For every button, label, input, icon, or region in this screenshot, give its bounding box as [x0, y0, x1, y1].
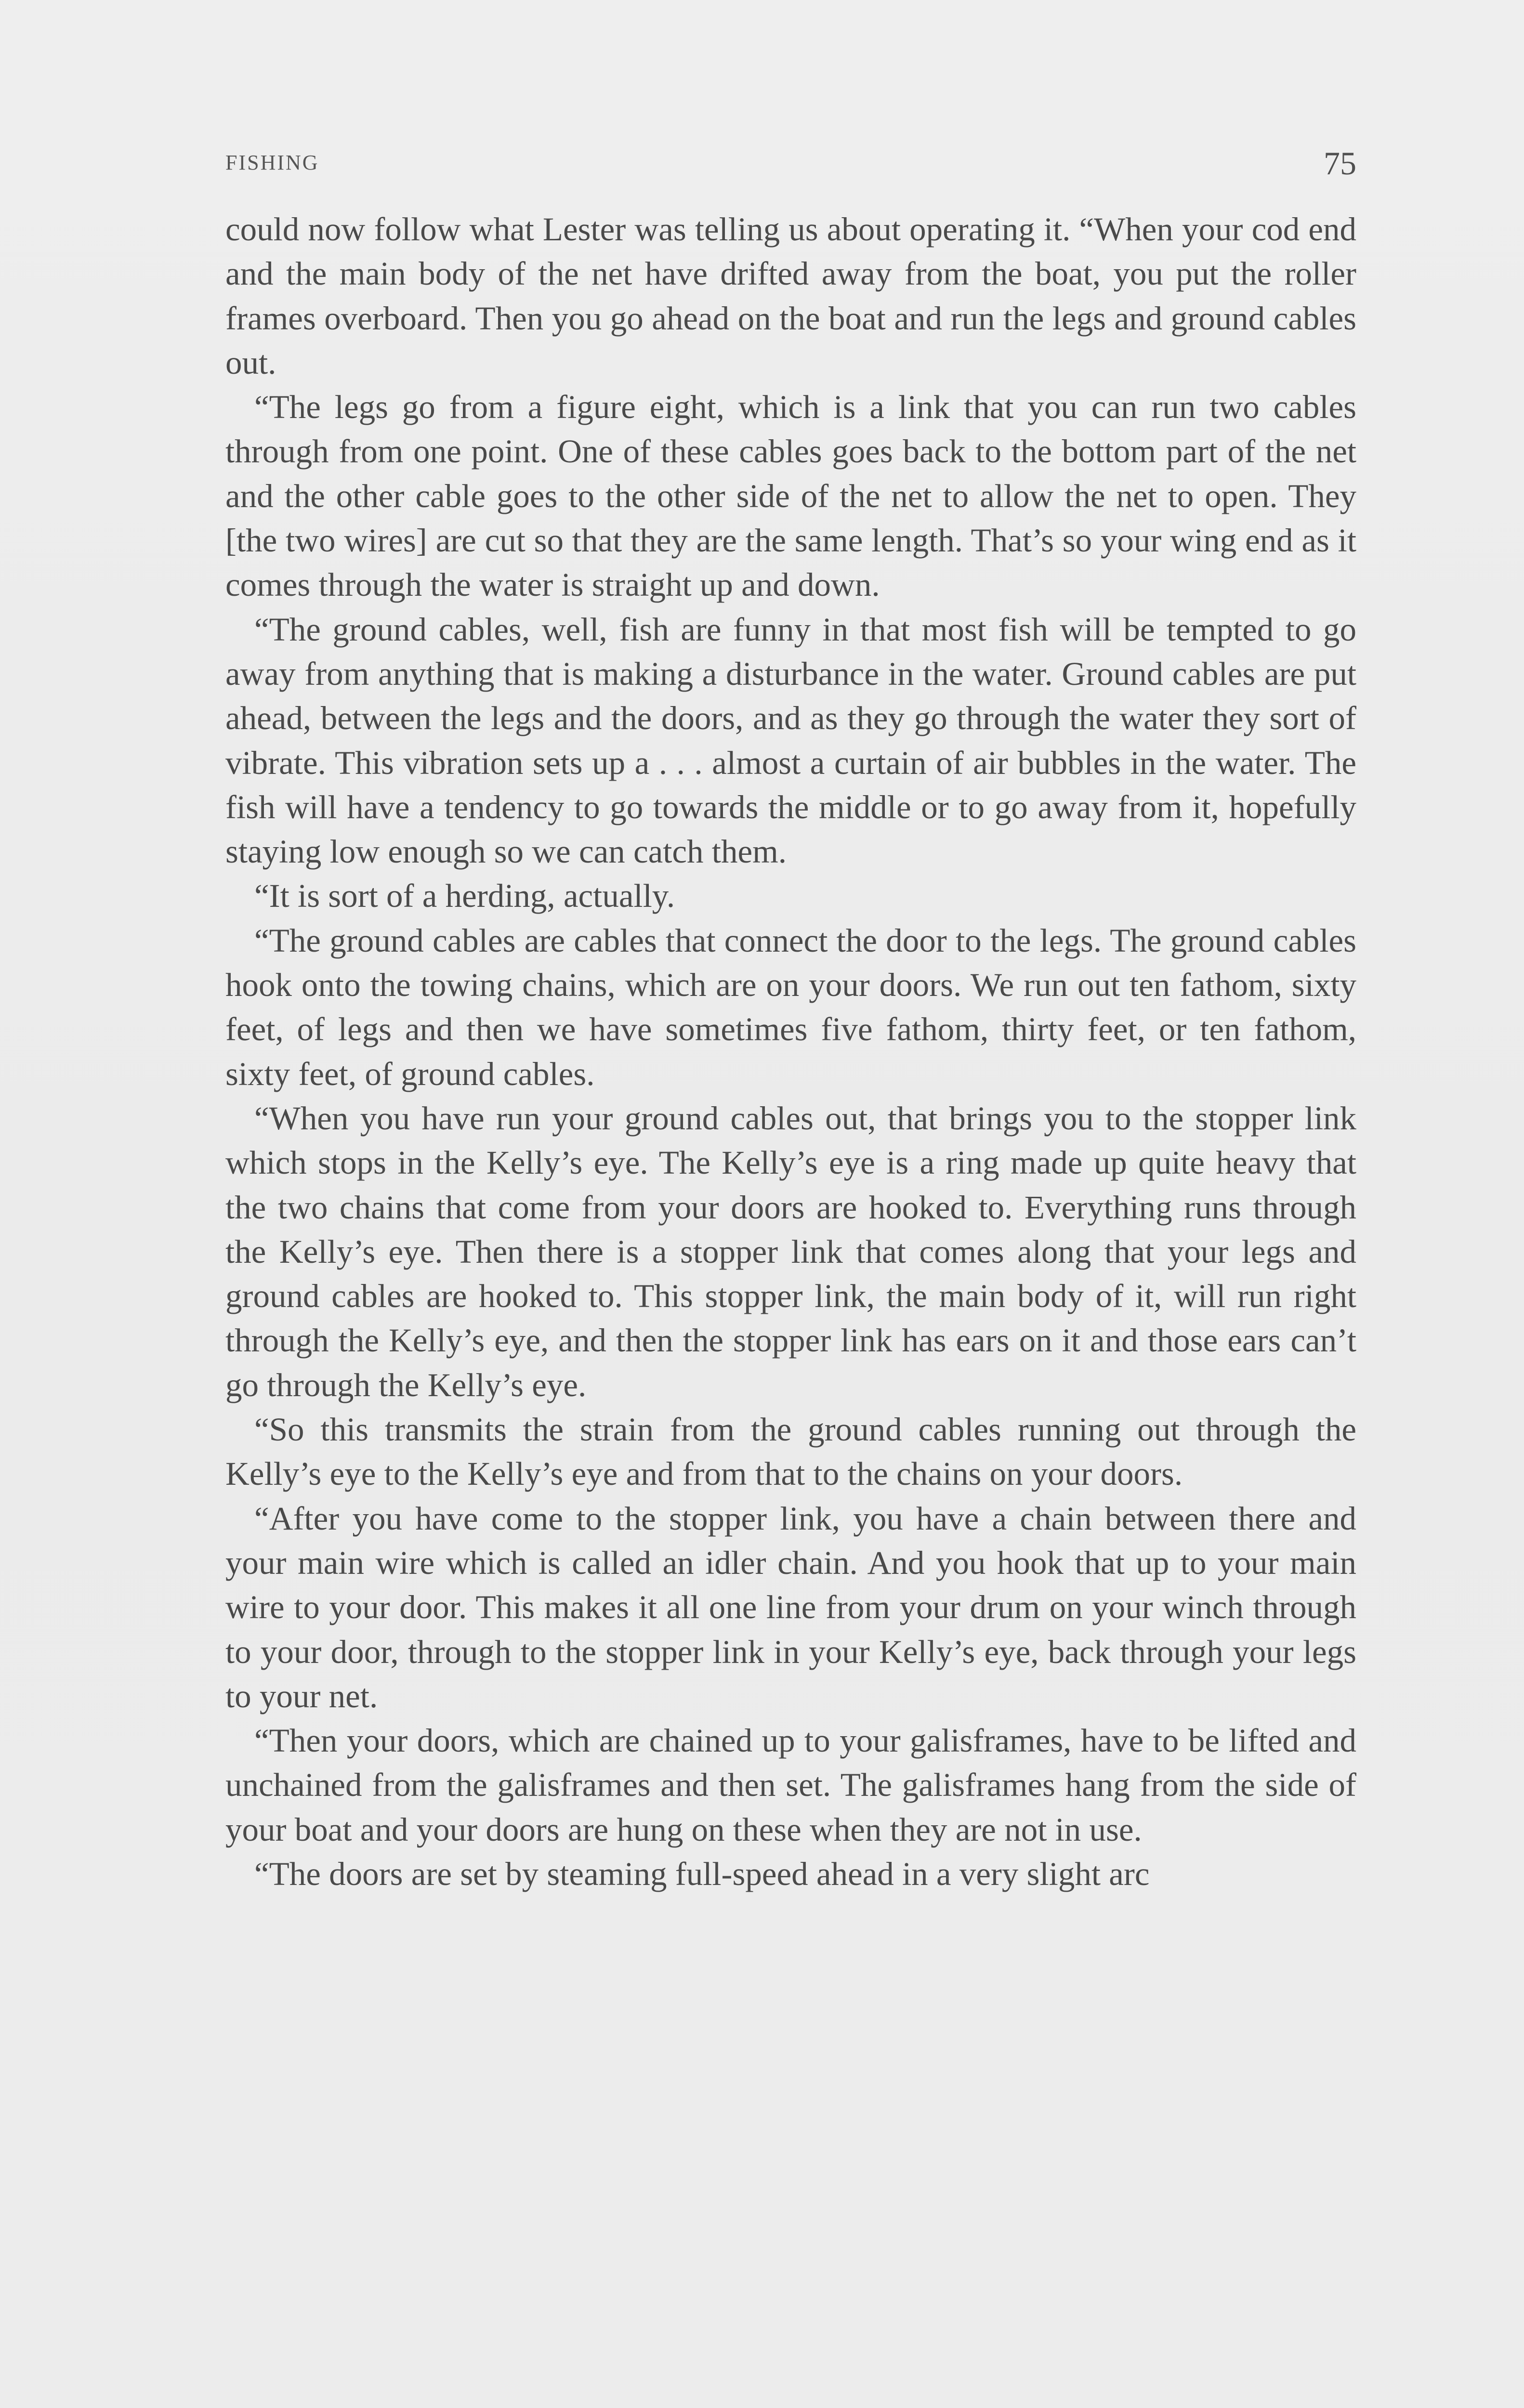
paragraph: “It is sort of a herding, actually. [254, 877, 675, 915]
page-number: 75 [1324, 145, 1356, 182]
paragraph: “The legs go from a figure eight, which is a link that you can run two cables through from one point. One of these cables goes back to the bottom part of the net and the other cable goes to the other side of the net to allow the net to open. They [the two wires] are cut so that they are the same length. That’s so your wing end as it comes through the water is straight up and down. [225, 389, 1356, 603]
paragraph: “Then your doors, which are chained up to your galisframes, have to be lifted and unchained from the galisframes and then set. The galisframes hang from the side of your boat and your doors are hung on these when they are not in use. [225, 1722, 1356, 1848]
running-title: FISHING [225, 151, 319, 174]
body-text [225, 207, 1356, 1896]
paragraph: “So this transmits the strain from the ground cables running out through the Kelly’s eye to the Kelly’s eye and from that to the chains on your doors. [225, 1411, 1356, 1492]
paragraph: “After you have come to the stopper link, you have a chain between there and your main wire which is called an idler chain. And you hook that up to your main wire to your door. This makes it all one line from your drum on your winch through to your door, through to the stopper link in your Kelly’s eye, back through your legs to your net. [225, 1500, 1356, 1714]
running-head [225, 144, 1356, 183]
paragraph: could now follow what Lester was telling us about operating it. “When your cod end and the main body of the net have drifted away from the boat, you put the roller frames overboard. Then you go ahead on the boat and run the legs and ground cables out. [225, 211, 1356, 381]
paragraph: “The ground cables, well, fish are funny in that most fish will be tempted to go away from anything that is making a disturbance in the water. Ground cables are put ahead, between the legs and the doors, and as they go through the water they sort of vibrate. This vibration sets up a . . . almost a curtain of air bubbles in the water. The fish will have a tendency to go towards the middle or to go away from it, hopefully staying low enough so we can catch them. [225, 611, 1356, 870]
paragraph: “The doors are set by steaming full-speed ahead in a very slight arc [254, 1855, 1150, 1892]
paragraph: “The ground cables are cables that connect the door to the legs. The ground cables hook onto the towing chains, which are on your doors. We run out ten fathom, sixty feet, of legs and then we have sometimes five fathom, thirty feet, or ten fathom, sixty feet, of ground cables. [225, 922, 1356, 1092]
paragraph: “When you have run your ground cables out, that brings you to the stopper link which stops in the Kelly’s eye. The Kelly’s eye is a ring made up quite heavy that the two chains that come from your doors are hooked to. Everything runs through the Kelly’s eye. Then there is a stopper link that comes along that your legs and ground cables are hooked to. This stopper link, the main body of it, will run right through the Kelly’s eye, and then the stopper link has ears on it and those ears can’t go through the Kelly’s eye. [225, 1099, 1356, 1403]
